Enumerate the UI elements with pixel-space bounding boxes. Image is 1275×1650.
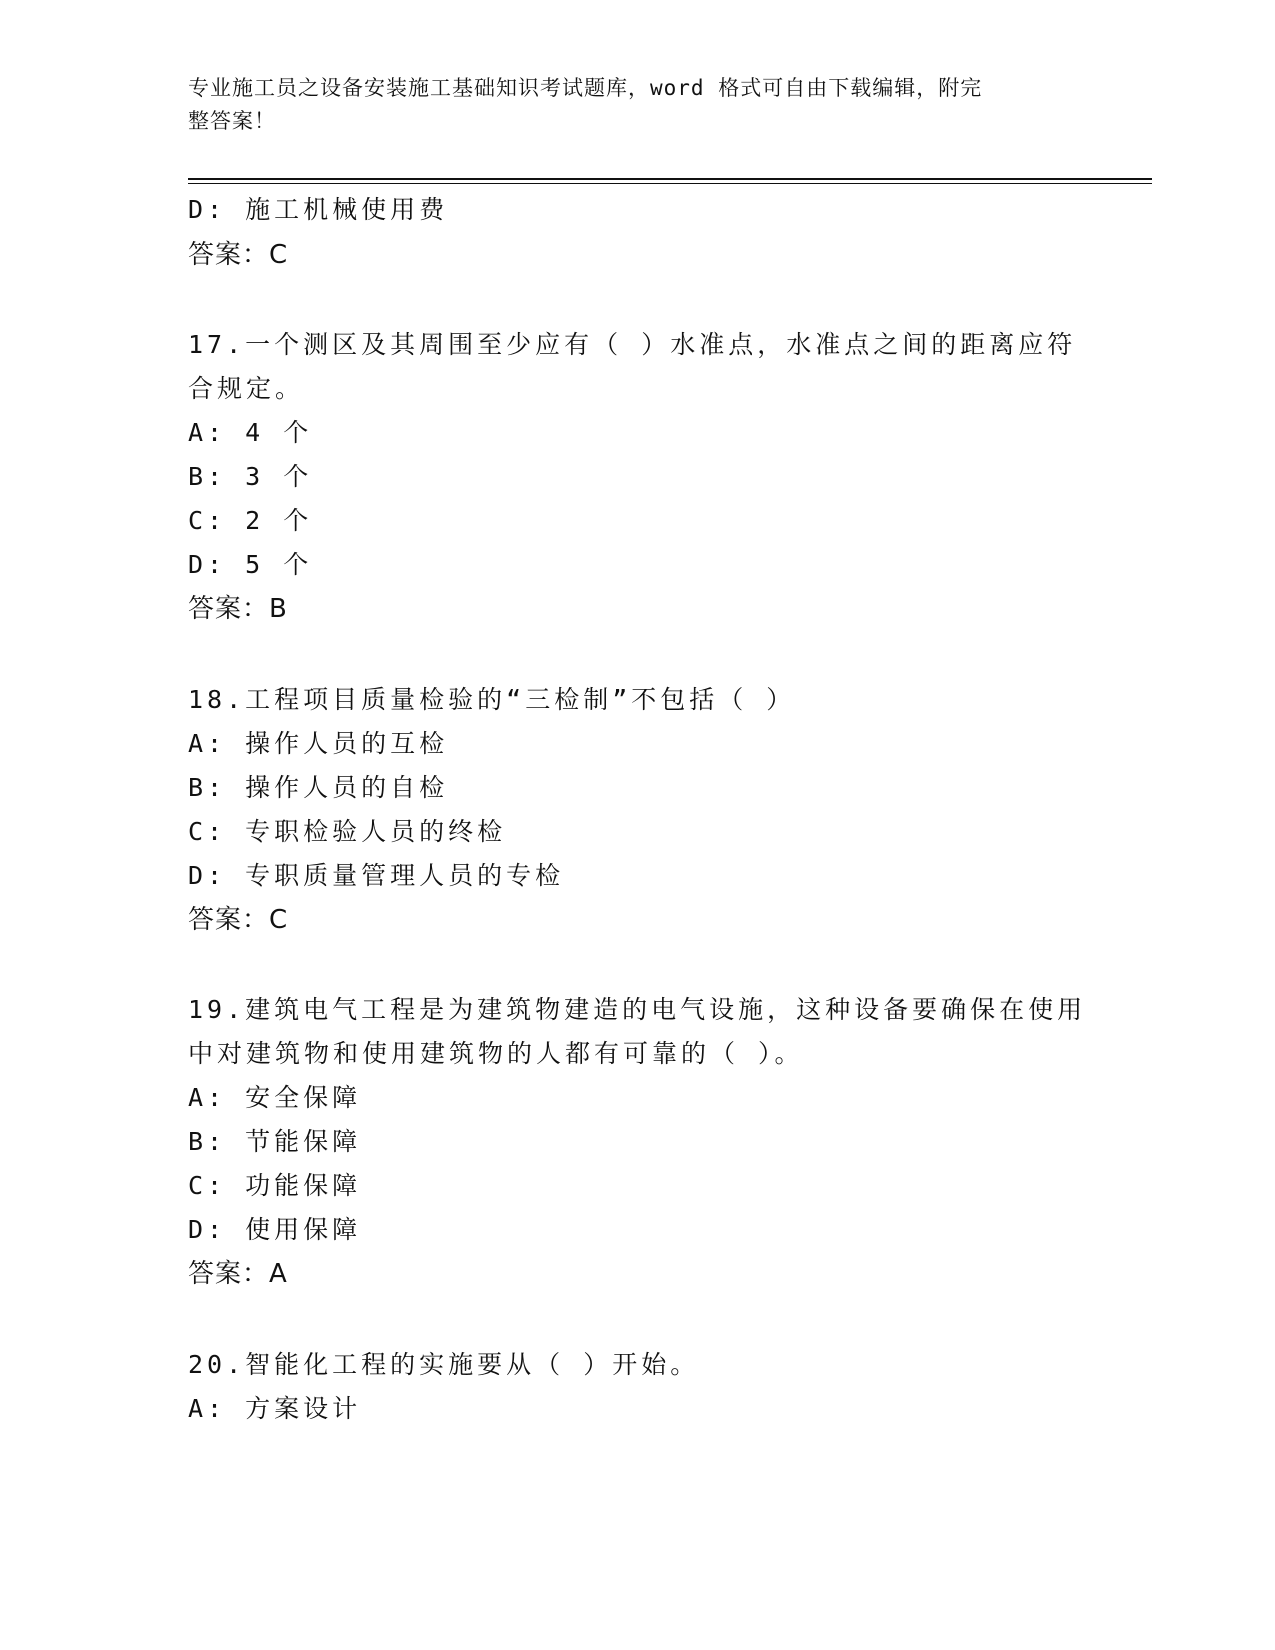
q18-stem: 18.工程项目质量检验的“三检制”不包括（ ） <box>188 685 796 714</box>
q17-option-c: C: 2 个 <box>188 506 313 535</box>
q20-option-a: A: 方案设计 <box>188 1394 362 1423</box>
q18-option-b: B: 操作人员的自检 <box>188 773 449 802</box>
q16-answer: 答案：C <box>188 240 289 270</box>
q17-stem-line-1: 17.一个测区及其周围至少应有（ ）水准点，水准点之间的距离应符 <box>188 330 1077 359</box>
header-line-2: 整答案！ <box>188 109 276 133</box>
q19-stem-line-2: 中对建筑物和使用建筑物的人都有可靠的（ ）。 <box>188 1039 804 1068</box>
q16-option-d: D: 施工机械使用费 <box>188 195 449 224</box>
header-rule-thick <box>188 178 1152 180</box>
q17-answer: 答案：B <box>188 594 288 624</box>
header-rule-thin <box>188 183 1152 184</box>
q19-answer: 答案：A <box>188 1259 288 1289</box>
q19-option-a: A: 安全保障 <box>188 1083 362 1112</box>
q17-stem-line-2: 合规定。 <box>188 374 305 403</box>
q17-option-d: D: 5 个 <box>188 550 313 579</box>
q19-option-c: C: 功能保障 <box>188 1171 362 1200</box>
header-line-1: 专业施工员之设备安装施工基础知识考试题库，word 格式可自由下载编辑，附完 <box>188 76 983 100</box>
q18-option-a: A: 操作人员的互检 <box>188 729 449 758</box>
q19-option-d: D: 使用保障 <box>188 1215 362 1244</box>
document-header <box>188 72 1088 138</box>
q17-option-a: A: 4 个 <box>188 418 313 447</box>
q18-option-c: C: 专职检验人员的终检 <box>188 817 507 846</box>
q18-option-d: D: 专职质量管理人员的专检 <box>188 861 565 890</box>
q20-stem: 20.智能化工程的实施要从（ ）开始。 <box>188 1350 700 1379</box>
q19-stem-line-1: 19.建筑电气工程是为建筑物建造的电气设施，这种设备要确保在使用 <box>188 995 1087 1024</box>
q17-option-b: B: 3 个 <box>188 462 313 491</box>
q18-answer: 答案：C <box>188 905 289 935</box>
q19-option-b: B: 节能保障 <box>188 1127 362 1156</box>
